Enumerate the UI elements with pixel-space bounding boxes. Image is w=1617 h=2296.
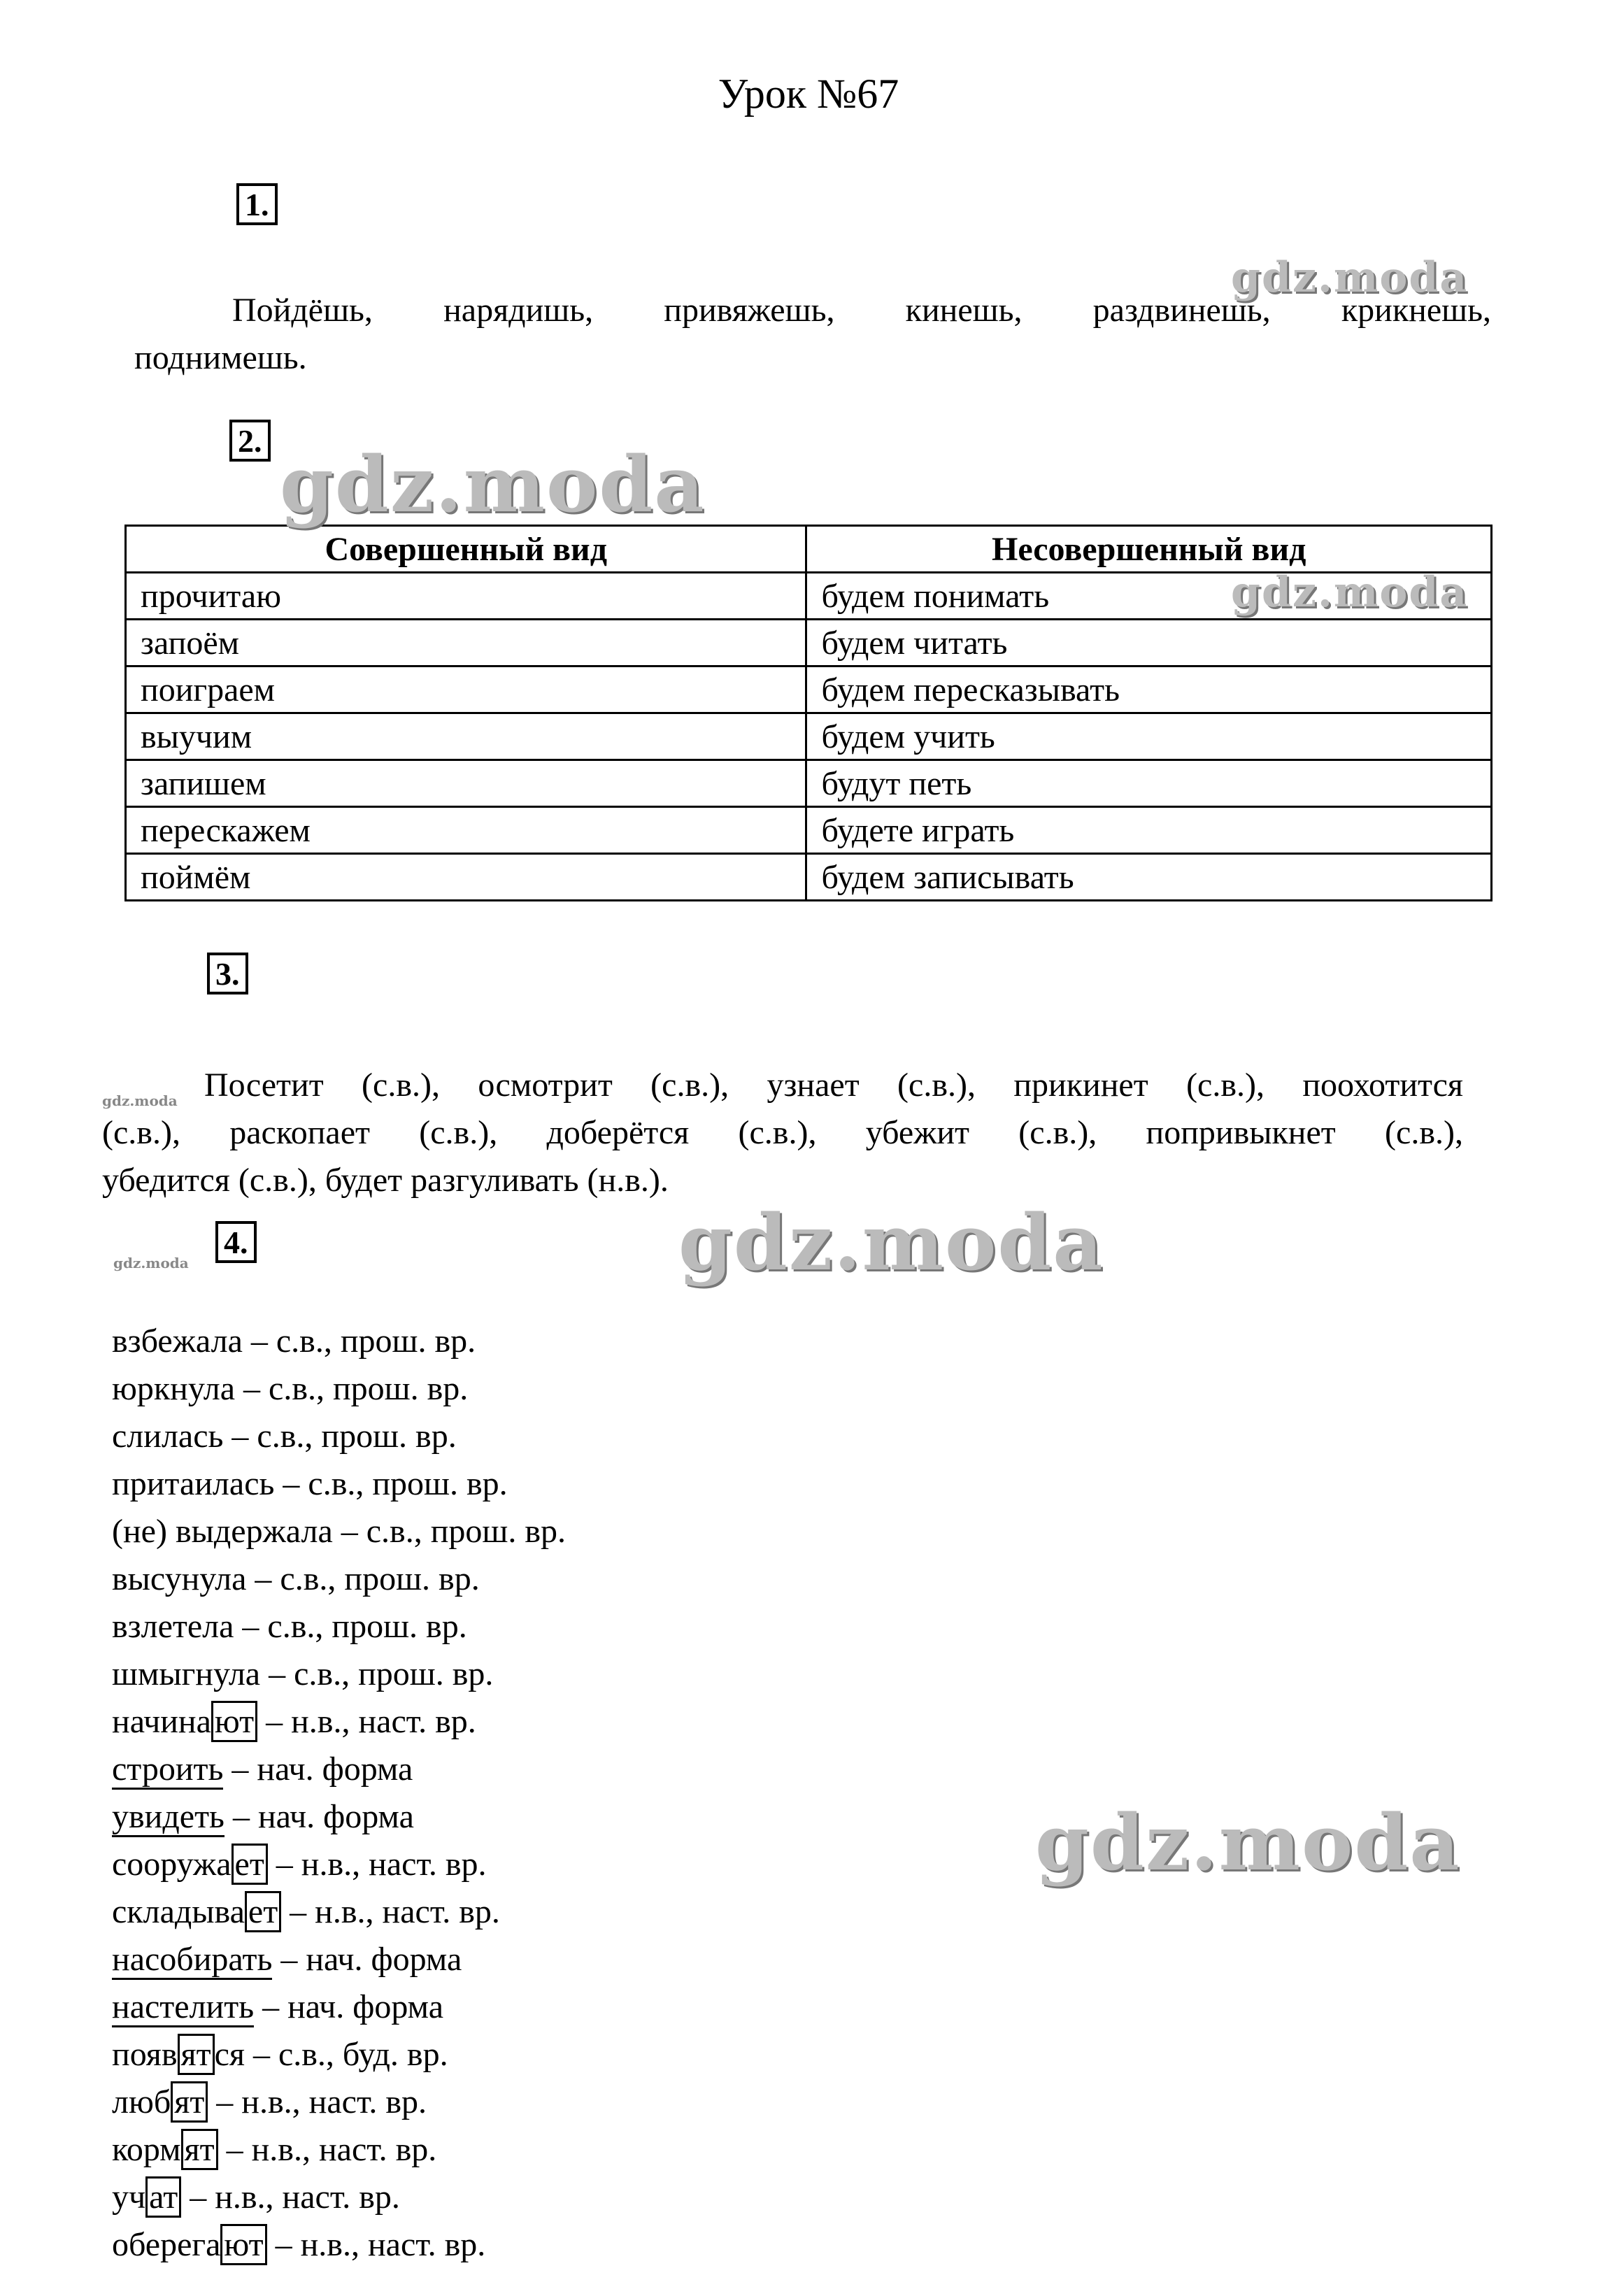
list-item	[112, 1793, 566, 1841]
table-header: Несовершенный вид	[806, 526, 1492, 573]
item-text: начина	[112, 1703, 211, 1740]
table-cell: выучим	[126, 713, 806, 760]
table-row	[126, 573, 1492, 620]
list-item	[112, 1650, 566, 1698]
task-4-list	[112, 1318, 566, 2269]
aspect-table	[124, 525, 1493, 901]
underlined-word: насобирать	[112, 1941, 272, 1980]
table-cell: будем учить	[806, 713, 1492, 760]
item-text: корм	[112, 2131, 181, 2168]
list-item	[112, 1746, 566, 1793]
table-cell: будем читать	[806, 620, 1492, 666]
list-item	[112, 2031, 566, 2078]
item-text: оберега	[112, 2226, 221, 2263]
ending-box: ют	[211, 1701, 257, 1742]
list-item	[112, 1936, 566, 1983]
table-cell: прочитаю	[126, 573, 806, 620]
list-item	[112, 1555, 566, 1603]
item-text: слилась	[112, 1418, 224, 1455]
underlined-word: строить	[112, 1750, 223, 1790]
item-text: – н.в., наст. вр.	[257, 1703, 476, 1740]
task-3-line: Посетит (с.в.), осмотрит (с.в.), узнает (с.в.), прикинет (с.в.), поохотится	[204, 1067, 1463, 1104]
item-text: – н.в., наст. вр.	[208, 2083, 427, 2120]
item-text: – н.в., наст. вр.	[266, 2226, 486, 2263]
table-row	[126, 713, 1492, 760]
item-text: люб	[112, 2083, 171, 2120]
table-row	[126, 760, 1492, 807]
watermark: gdz.moda	[1231, 568, 1469, 617]
list-item	[112, 1841, 566, 1888]
table-cell: будем пересказывать	[806, 666, 1492, 713]
list-item	[112, 1365, 566, 1413]
table-header: Совершенный вид	[126, 526, 806, 573]
table-cell: будем записывать	[806, 854, 1492, 901]
item-text: ся – с.в., буд. вр.	[214, 2036, 448, 2073]
table-row	[126, 620, 1492, 666]
ending-box: ют	[220, 2224, 266, 2265]
item-text: сооружа	[112, 1846, 231, 1883]
page-title: Урок №67	[718, 71, 899, 117]
item-text: – н.в., наст. вр.	[267, 1846, 487, 1883]
item-text: притаилась	[112, 1465, 275, 1502]
item-text: взбежала	[112, 1322, 243, 1360]
ending-box: ет	[245, 1891, 281, 1932]
ending-box: ят	[178, 2034, 215, 2075]
item-text: – с.в., прош. вр.	[223, 1418, 457, 1455]
task-1-text	[134, 287, 1491, 382]
item-text: – н.в., наст. вр.	[281, 1893, 500, 1930]
ending-box: ет	[231, 1844, 268, 1885]
item-text: уч	[112, 2179, 146, 2216]
watermark: gdz.moda	[113, 1255, 189, 1271]
item-text: – с.в., прош. вр.	[235, 1370, 469, 1407]
item-text: – с.в., прош. вр.	[260, 1655, 494, 1692]
table-cell: перескажем	[126, 807, 806, 854]
item-text: шмыгнула	[112, 1655, 261, 1692]
list-item	[112, 1983, 566, 2031]
item-text: – нач. форма	[223, 1750, 413, 1788]
watermark: gdz.moda	[1231, 253, 1469, 302]
task-3-line: (с.в.), раскопает (с.в.), доберётся (с.в.), убежит (с.в.), попривыкнет (с.в.),	[102, 1114, 1463, 1151]
table-cell: поиграем	[126, 666, 806, 713]
list-item	[112, 1460, 566, 1508]
list-item	[112, 1888, 566, 1936]
ending-box: ят	[171, 2081, 208, 2123]
table-cell: будут петь	[806, 760, 1492, 807]
underlined-word: увидеть	[112, 1798, 225, 1837]
list-item	[112, 2078, 566, 2126]
item-text: – с.в., прош. вр.	[332, 1513, 567, 1550]
task-number-1: 1.	[236, 183, 278, 225]
task-number-3: 3.	[207, 953, 248, 994]
item-text: юркнула	[112, 1370, 236, 1407]
task-3-text	[102, 1062, 1463, 1204]
item-text: взлетела	[112, 1608, 234, 1645]
ending-box: ят	[181, 2129, 218, 2170]
task-number-2: 2.	[229, 420, 271, 462]
list-item	[112, 1603, 566, 1650]
list-item	[112, 2126, 566, 2174]
item-text: – нач. форма	[254, 1988, 444, 2025]
task-1-line: поднимешь.	[134, 339, 307, 376]
task-number-4: 4.	[215, 1221, 257, 1263]
item-text: (не) выдержала	[112, 1513, 333, 1550]
task-3-line: убедится (с.в.), будет разгуливать (н.в.).	[102, 1162, 669, 1199]
item-text: – нач. форма	[272, 1941, 462, 1978]
watermark: gdz.moda	[678, 1197, 1104, 1288]
list-item	[112, 2174, 566, 2221]
item-text: складыва	[112, 1893, 245, 1930]
table-header-row	[126, 526, 1492, 573]
item-text: высунула	[112, 1560, 247, 1597]
ending-box: ат	[145, 2176, 181, 2218]
list-item	[112, 1698, 566, 1746]
list-item	[112, 1413, 566, 1460]
item-text: появ	[112, 2036, 178, 2073]
table-row	[126, 807, 1492, 854]
list-item	[112, 1318, 566, 1365]
watermark: gdz.moda	[1035, 1797, 1461, 1888]
table-row	[126, 854, 1492, 901]
item-text: – н.в., наст. вр.	[218, 2131, 437, 2168]
item-text: – с.в., прош. вр.	[274, 1465, 508, 1502]
watermark: gdz.moda	[102, 1092, 178, 1109]
table-cell: будем понимать	[806, 573, 1492, 620]
item-text: – с.в., прош. вр.	[242, 1322, 476, 1360]
list-item	[112, 1508, 566, 1555]
item-text: – н.в., наст. вр.	[181, 2179, 400, 2216]
item-text: – нач. форма	[224, 1798, 414, 1835]
table-cell: запишем	[126, 760, 806, 807]
list-item	[112, 2221, 566, 2269]
table-cell: будете играть	[806, 807, 1492, 854]
table-cell: запоём	[126, 620, 806, 666]
item-text: – с.в., прош. вр.	[234, 1608, 467, 1645]
task-1-line: Пойдёшь, нарядишь, привяжешь, кинешь, раздвинешь, крикнешь,	[232, 292, 1491, 329]
table-row	[126, 666, 1492, 713]
item-text: – с.в., прош. вр.	[246, 1560, 480, 1597]
underlined-word: настелить	[112, 1988, 254, 2027]
table-cell: поймём	[126, 854, 806, 901]
watermark: gdz.moda	[280, 439, 706, 529]
